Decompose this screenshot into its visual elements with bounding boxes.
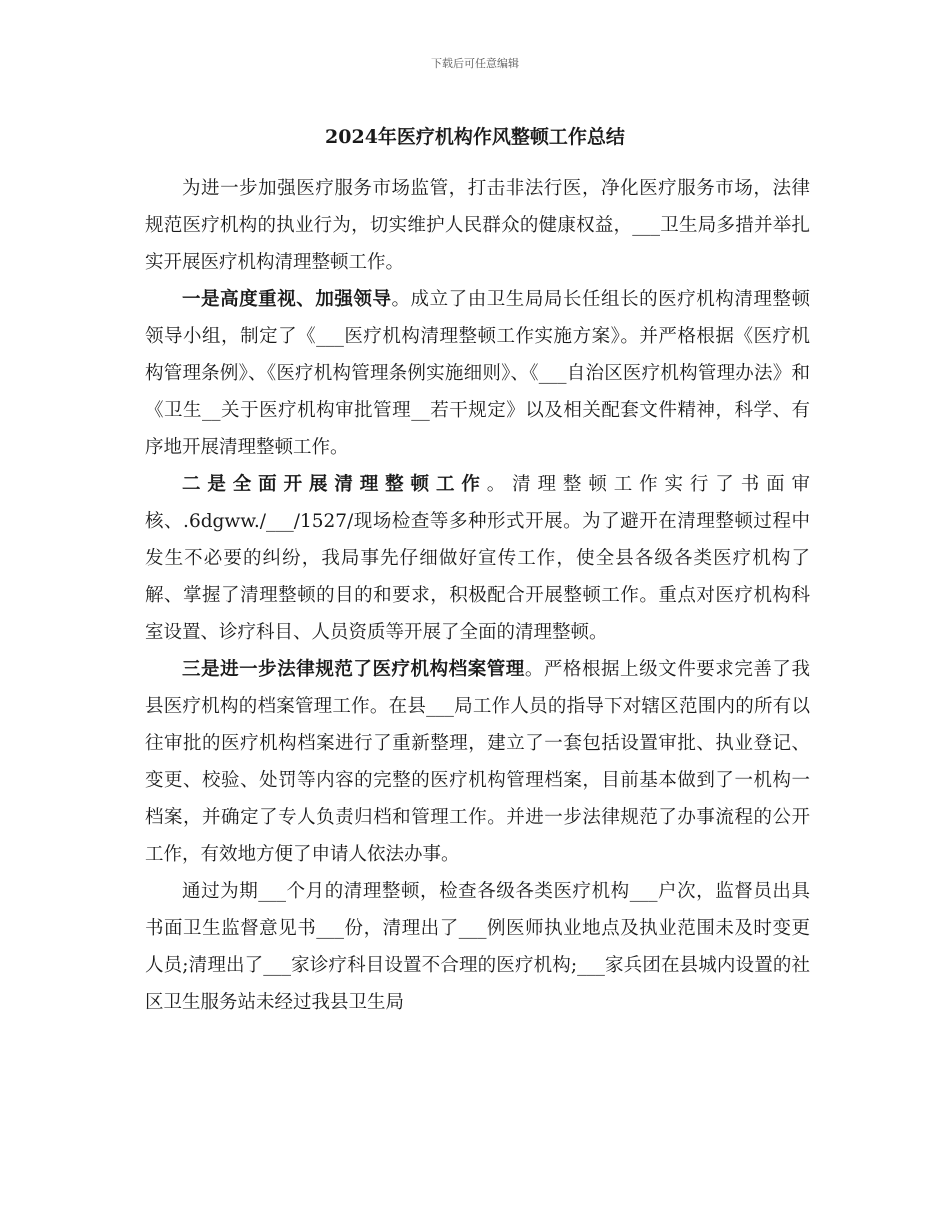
paragraph-text: 通过为期___个月的清理整顿，检查各级各类医疗机构___户次，监督员出具书面卫生监督意见书___份，清理出了___例医师执业地点及执业范围未及时变更人员;清理出了___家诊疗科目设置不合理的医疗机构;___家兵团在县城内设置的社区卫生服务站未经过我县卫生局 <box>145 881 810 1013</box>
paragraph-text: 为进一步加强医疗服务市场监管，打击非法行医，净化医疗服务市场，法律规范医疗机构的执业行为，切实维护人民群众的健康权益，___卫生局多措并举扎实开展医疗机构清理整顿工作。 <box>145 178 810 273</box>
header-note: 下载后可任意编辑 <box>431 57 519 70</box>
paragraph-lead: 一是高度重视、加强领导 <box>182 289 392 310</box>
paragraph-results <box>145 873 810 1021</box>
document-title: 2024年医疗机构作风整顿工作总结 <box>325 126 625 148</box>
paragraph-lead: 三是进一步法律规范了医疗机构档案管理 <box>182 659 525 680</box>
paragraph-text: 。清理整顿工作实行了书面审核、.6dgww./___/1527/现场检查等多种形式开展。为了避开在清理整顿过程中发生不必要的纠纷，我局事先仔细做好宣传工作，使全县各级各类医疗机构了解、掌握了清理整顿的目的和要求，积极配合开展整顿工作。重点对医疗机构科室设置、诊疗科目、人员资质等开展了全面的清理整顿。 <box>145 474 810 643</box>
document-body <box>145 170 810 1021</box>
paragraph-text: 。成立了由卫生局局长任组长的医疗机构清理整顿领导小组，制定了《___医疗机构清理整顿工作实施方案》。并严格根据《医疗机构管理条例》、《医疗机构管理条例实施细则》、《___自治区医疗机构管理办法》和《卫生__关于医疗机构审批管理__若干规定》以及相关配套文件精神，科学、有序地开展清理整顿工作。 <box>145 289 810 458</box>
paragraph-intro <box>145 170 810 281</box>
paragraph-point-three <box>145 651 810 873</box>
paragraph-point-two <box>145 466 810 651</box>
paragraph-text: 。严格根据上级文件要求完善了我县医疗机构的档案管理工作。在县___局工作人员的指导下对辖区范围内的所有以往审批的医疗机构档案进行了重新整理，建立了一套包括设置审批、执业登记、变更、校验、处罚等内容的完整的医疗机构管理档案，目前基本做到了一机构一档案，并确定了专人负责归档和管理工作。并进一步法律规范了办事流程的公开工作，有效地方便了申请人依法办事。 <box>145 659 810 865</box>
paragraph-lead: 二是全面开展清理整顿工作 <box>182 474 487 495</box>
paragraph-point-one <box>145 281 810 466</box>
